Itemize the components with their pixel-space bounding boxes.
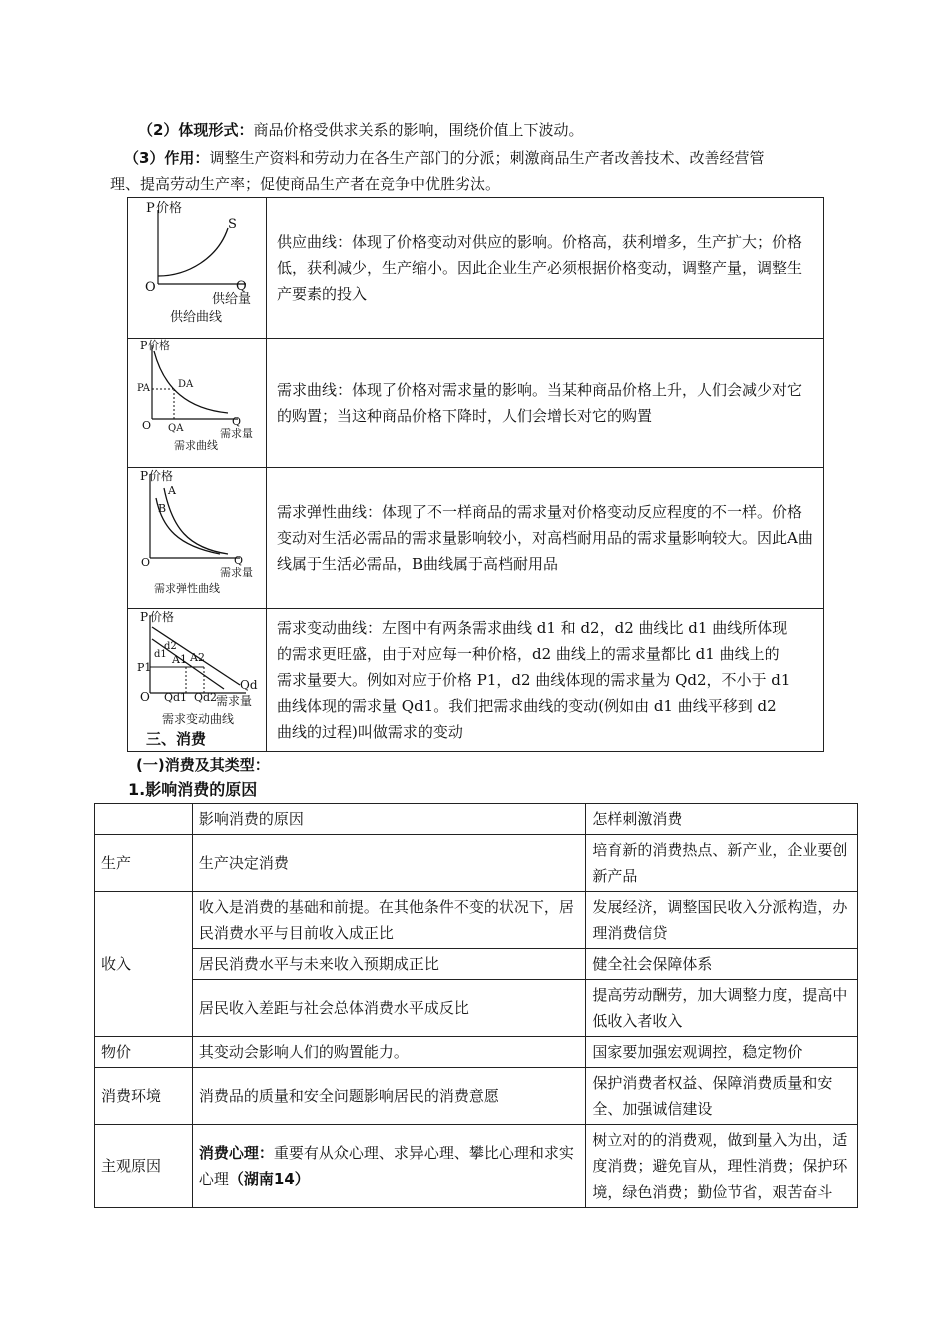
intro-item2-text: 商品价格受供求关系的影响，围绕价值上下波动。 bbox=[253, 121, 584, 139]
intro-item3-line1: 调整生产资料和劳动力在各生产部门的分派；刺激商品生产者改善技术、改善经营管 bbox=[209, 149, 765, 167]
shift-price-label: 价格 bbox=[150, 610, 175, 624]
supply-s-label: S bbox=[228, 217, 237, 232]
intro-item2-label: （2）体现形式： bbox=[138, 121, 254, 139]
consume-row-environment bbox=[95, 1068, 858, 1125]
demand-caption: 需求曲线 bbox=[174, 439, 218, 452]
demand-q-label: Q bbox=[232, 415, 242, 428]
elasticity-curve-figure bbox=[128, 468, 266, 600]
section3-sub1-1: 1.影响消费的原因 bbox=[128, 780, 258, 799]
consume-row-production bbox=[95, 835, 858, 892]
demand-curve-figure bbox=[128, 339, 266, 459]
demand-qa-label: QA bbox=[168, 423, 184, 434]
shift-p1-label: P1 bbox=[137, 661, 152, 674]
supply-curve-figure bbox=[128, 198, 266, 330]
shift-text-line: 曲线体现的需求量 Qd1。我们把需求曲线的变动(例如由 d1 曲线平移到 d2 bbox=[277, 697, 777, 715]
supply-price-label: 价格 bbox=[156, 201, 183, 216]
factor-cell: 消费环境 bbox=[95, 1068, 193, 1125]
consume-row-income-2 bbox=[95, 949, 858, 980]
reason-cell: 居民消费水平与未来收入预期成正比 bbox=[192, 949, 585, 980]
reason-cell: 收入是消费的基础和前提。在其他条件不变的状况下，居民消费水平与目前收入成正比 bbox=[192, 892, 585, 949]
measure-cell: 树立对的的消费观，做到量入为出，适度消费；避免盲从，理性消费；保护环境，绿色消费；勤俭节省，艰苦奋斗 bbox=[586, 1125, 858, 1208]
factor-cell: 生产 bbox=[95, 835, 193, 892]
demand-o-label: O bbox=[142, 419, 152, 432]
curve-row-elasticity bbox=[128, 468, 824, 609]
shift-text-line: 的需求更旺盛，由于对应每一种价格，d2 曲线上的需求量都比 d1 曲线上的 bbox=[277, 645, 780, 663]
measure-cell: 健全社会保障体系 bbox=[586, 949, 858, 980]
supply-curve-line bbox=[158, 228, 228, 276]
consume-header-cell: 影响消费的原因 bbox=[192, 804, 585, 835]
supply-figure-cell bbox=[128, 198, 267, 339]
factor-cell: 主观原因 bbox=[95, 1125, 193, 1208]
factor-cell: 收入 bbox=[95, 892, 193, 1037]
elasticity-q-label: Q bbox=[234, 554, 244, 567]
supply-text: 供应曲线：体现了价格变动对供应的影响。价格高，获利增多，生产扩大；价格低，获利减少，生产缩小。因此企业生产必须根据价格变动，调整产量，调整生产要素的投入 bbox=[267, 198, 824, 339]
curve-row-demand bbox=[128, 339, 824, 468]
elasticity-qty-label: 需求量 bbox=[220, 566, 253, 579]
measure-cell: 保护消费者权益、保障消费质量和安全、加强诚信建设 bbox=[586, 1068, 858, 1125]
elasticity-caption: 需求弹性曲线 bbox=[154, 582, 220, 595]
demand-figure-cell bbox=[128, 339, 267, 468]
intro-item3 bbox=[124, 146, 764, 170]
elasticity-curve-a bbox=[164, 488, 228, 554]
reason-cell: 消费品的质量和安全问题影响居民的消费意愿 bbox=[192, 1068, 585, 1125]
consume-row-price bbox=[95, 1037, 858, 1068]
elasticity-a-label: A bbox=[168, 484, 176, 497]
consume-table bbox=[94, 803, 858, 1208]
shift-qd2-label: Qd2 bbox=[194, 691, 218, 704]
reason-cell: 居民收入差距与社会总体消费水平成反比 bbox=[192, 980, 585, 1037]
shift-d1-label: d1 bbox=[154, 649, 167, 660]
curve-table bbox=[127, 197, 824, 752]
shift-text-line: 曲线的过程)叫做需求的变动 bbox=[277, 723, 463, 741]
consume-row-income-1 bbox=[95, 892, 858, 949]
reason-cell bbox=[192, 1125, 585, 1208]
shift-p-label: P bbox=[140, 610, 149, 624]
intro-item2 bbox=[138, 118, 583, 142]
shift-o-label: O bbox=[140, 690, 150, 704]
measure-cell: 国家要加强宏观调控，稳定物价 bbox=[586, 1037, 858, 1068]
curve-row-shift bbox=[128, 609, 824, 752]
elasticity-figure-cell bbox=[128, 468, 267, 609]
factor-cell: 物价 bbox=[95, 1037, 193, 1068]
demand-qty-label: 需求量 bbox=[220, 427, 253, 440]
shift-a1-label: A1 bbox=[172, 653, 187, 666]
shift-text bbox=[267, 609, 824, 752]
reason-cell: 其变动会影响人们的购置能力。 bbox=[192, 1037, 585, 1068]
curve-row-supply bbox=[128, 198, 824, 339]
shift-qty-label: 需求量 bbox=[216, 694, 253, 708]
demand-pa-label: PA bbox=[137, 383, 151, 394]
supply-p-label: P bbox=[146, 201, 155, 216]
consume-row-subjective bbox=[95, 1125, 858, 1208]
reason-text: 重要有从众心理、求异心理、攀比心理和求实心理 bbox=[198, 1144, 574, 1188]
supply-qty-label: 供给量 bbox=[212, 292, 252, 307]
measure-cell: 发展经济，调整国民收入分派构造，办理消费信贷 bbox=[586, 892, 858, 949]
shift-qd1-label: Qd1 bbox=[164, 691, 188, 704]
shift-d2-label: d2 bbox=[164, 641, 177, 652]
consume-header-cell bbox=[95, 804, 193, 835]
consume-header-cell: 怎样刺激消费 bbox=[586, 804, 858, 835]
reason-bold-label: 消费心理： bbox=[198, 1144, 274, 1162]
intro-item3-cont: 理、提高劳动生产率；促使商品生产者在竞争中优胜劣汰。 bbox=[110, 175, 501, 193]
elasticity-text: 需求弹性曲线：体现了不一样商品的需求量对价格变动反应程度的不一样。价格变动对生活必需品的需求量影响较小，对高档耐用品的需求量影响较大。因此A曲线属于生活必需品，B曲线属于高档耐用品 bbox=[267, 468, 824, 609]
elasticity-o-label: O bbox=[141, 556, 151, 569]
shift-qd-label: Qd bbox=[240, 678, 258, 692]
shift-curve-figure bbox=[128, 609, 266, 733]
consume-header-row bbox=[95, 804, 858, 835]
elasticity-b-label: B bbox=[158, 502, 167, 515]
intro-item3-label: （3）作用： bbox=[124, 149, 210, 167]
shift-text-line: 需求变动曲线：左图中有两条需求曲线 d1 和 d2，d2 曲线比 d1 曲线所体现 bbox=[277, 619, 788, 637]
demand-text: 需求曲线：体现了价格对需求量的影响。当某种商品价格上升，人们会减少对它的购置；当这种商品价格下降时，人们会增长对它的购置 bbox=[267, 339, 824, 468]
shift-text-line: 需求量要大。例如对应于价格 P1，d2 曲线体现的需求量为 Qd2，不小于 d1 bbox=[277, 671, 791, 689]
supply-caption: 供给曲线 bbox=[170, 310, 223, 325]
consume-row-income-3 bbox=[95, 980, 858, 1037]
measure-cell: 培育新的消费热点、新产业，企业要创新产品 bbox=[586, 835, 858, 892]
elasticity-price-label: 价格 bbox=[149, 469, 174, 483]
measure-cell: 提高劳动酬劳，加大调整力度，提高中低收入者收入 bbox=[586, 980, 858, 1037]
reason-tag: （湖南14） bbox=[228, 1170, 310, 1188]
elasticity-p-label: P bbox=[140, 469, 149, 483]
supply-o-label: O bbox=[145, 280, 156, 295]
shift-a2-label: A2 bbox=[190, 651, 205, 664]
demand-p-label: P bbox=[140, 339, 148, 352]
section3-title: 三、消费 bbox=[146, 730, 207, 748]
section3-sub1: (一)消费及其类型： bbox=[136, 756, 270, 774]
reason-cell: 生产决定消费 bbox=[192, 835, 585, 892]
demand-price-label: 价格 bbox=[148, 339, 170, 352]
shift-curve-d1 bbox=[152, 639, 224, 689]
supply-q-label: Q bbox=[236, 279, 247, 294]
demand-da-label: DA bbox=[178, 379, 194, 390]
shift-caption: 需求变动曲线 bbox=[162, 712, 235, 726]
